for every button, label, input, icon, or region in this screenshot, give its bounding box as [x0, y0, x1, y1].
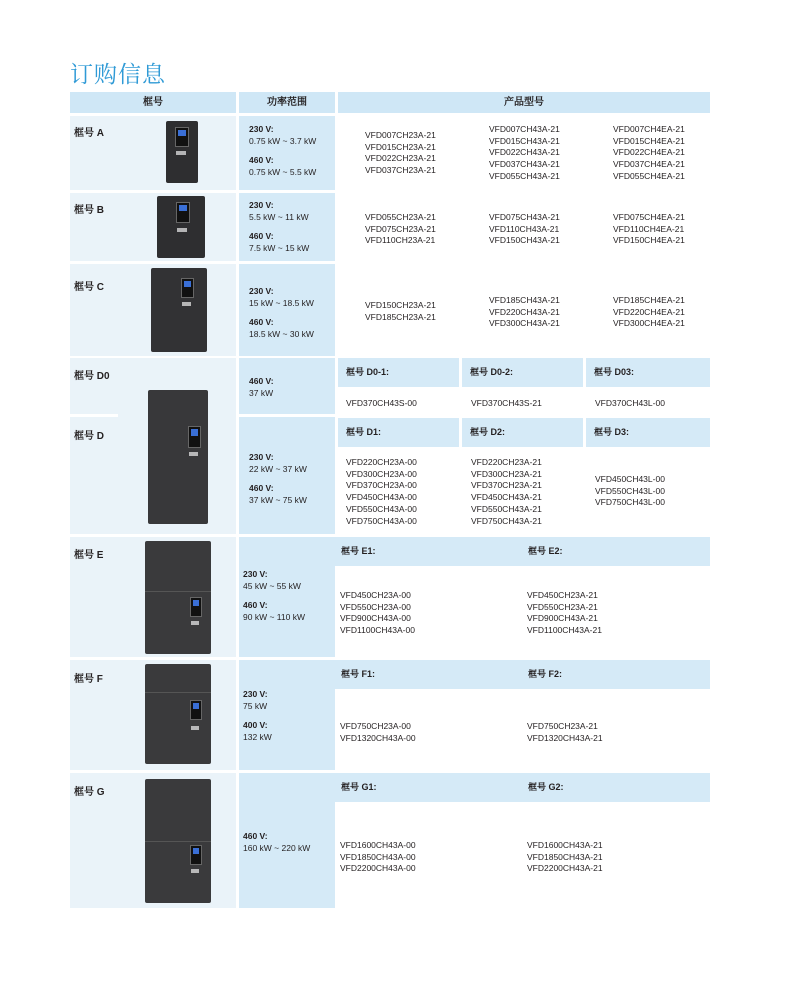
- frame-b-device-image: [157, 196, 205, 258]
- voltage: 460 V:: [249, 155, 274, 165]
- range: 37 kW: [249, 387, 274, 398]
- frame-c-label: 框号 C: [74, 282, 104, 293]
- frame-d1-header: 框号 D1:: [338, 418, 459, 447]
- frame-g-device-image: [145, 779, 211, 903]
- frame-e-models-col1: VFD450CH23A-00 VFD550CH23A-00 VFD900CH43A-00 VFD1100CH43A-00: [340, 590, 415, 636]
- range: 0.75 kW ~ 5.5 kW: [249, 166, 317, 177]
- frame-f1-header: 框号 F1:: [333, 660, 520, 689]
- frame-d-power: [249, 452, 307, 506]
- frame-d-models-col3: VFD450CH43L-00 VFD550CH43L-00 VFD750CH43L-00: [595, 474, 665, 508]
- frame-f-label: 框号 F: [74, 674, 103, 685]
- frame-g1-header: 框号 G1:: [333, 773, 520, 802]
- voltage: 230 V:: [249, 200, 274, 210]
- frame-f-models-col1: VFD750CH23A-00 VFD1320CH43A-00: [340, 721, 416, 743]
- voltage: 460 V:: [249, 317, 274, 327]
- frame-g-models-col2: VFD1600CH43A-21 VFD1850CH43A-21 VFD2200CH43A-21: [527, 840, 603, 874]
- frame-a-models-col3: VFD007CH4EA-21 VFD015CH4EA-21 VFD022CH4EA-21 VFD037CH4EA-21 VFD055CH4EA-21: [613, 124, 685, 181]
- voltage: 460 V:: [249, 231, 274, 241]
- frame-a-device-image: [166, 121, 198, 183]
- voltage: 230 V:: [243, 569, 268, 579]
- range: 45 kW ~ 55 kW: [243, 580, 301, 591]
- frame-c-power: [249, 286, 314, 340]
- frame-e1-header: 框号 E1:: [333, 537, 520, 566]
- frame-d0-models-col1: VFD370CH43S-00: [346, 398, 417, 408]
- frame-e2-header: 框号 E2:: [520, 537, 710, 566]
- frame-c-models-col2: VFD185CH43A-21 VFD220CH43A-21 VFD300CH43A-21: [489, 295, 560, 329]
- voltage: 400 V:: [243, 720, 268, 730]
- frame-d0-power: [249, 376, 274, 399]
- frame-e-device-image: [145, 541, 211, 654]
- frame-g2-header: 框号 G2:: [520, 773, 710, 802]
- frame-d2-header: 框号 D2:: [462, 418, 583, 447]
- frame-e-models-col2: VFD450CH23A-21 VFD550CH23A-21 VFD900CH43A-21 VFD1100CH43A-21: [527, 590, 602, 636]
- frame-c-device-image: [151, 268, 207, 352]
- frame-d0-models-col3: VFD370CH43L-00: [595, 398, 665, 408]
- frame-d-models-col1: VFD220CH23A-00 VFD300CH23A-00 VFD370CH23A-00 VFD450CH43A-00 VFD550CH43A-00 VFD750CH43A-00: [346, 457, 417, 526]
- frame-f-device-image: [145, 664, 211, 764]
- header-model: 产品型号: [338, 92, 710, 113]
- voltage: 460 V:: [249, 376, 274, 386]
- voltage: 460 V:: [243, 831, 268, 841]
- frame-e-label: 框号 E: [74, 550, 104, 561]
- range: 7.5 kW ~ 15 kW: [249, 242, 310, 253]
- frame-b-models-col3: VFD075CH4EA-21 VFD110CH4EA-21 VFD150CH4EA-21: [613, 212, 685, 246]
- header-power: 功率范围: [239, 92, 335, 113]
- frame-b-label: 框号 B: [74, 205, 104, 216]
- range: 132 kW: [243, 731, 272, 742]
- frame-f2-header: 框号 F2:: [520, 660, 710, 689]
- frame-d-device-image: [148, 390, 208, 524]
- frame-a-models-col1: VFD007CH23A-21 VFD015CH23A-21 VFD022CH23A-21 VFD037CH23A-21: [365, 130, 436, 176]
- voltage: 460 V:: [243, 600, 268, 610]
- voltage: 230 V:: [249, 452, 274, 462]
- frame-d0-models-col2: VFD370CH43S-21: [471, 398, 542, 408]
- range: 75 kW: [243, 700, 268, 711]
- frame-d03-header: 框号 D03:: [586, 358, 710, 387]
- frame-d-label: 框号 D: [74, 431, 104, 442]
- voltage: 230 V:: [249, 124, 274, 134]
- frame-b-models-col2: VFD075CH43A-21 VFD110CH43A-21 VFD150CH43A-21: [489, 212, 560, 246]
- frame-f-power: [243, 689, 272, 743]
- range: 22 kW ~ 37 kW: [249, 463, 307, 474]
- frame-b-power: [249, 200, 309, 254]
- header-frame: 框号: [70, 92, 236, 113]
- range: 5.5 kW ~ 11 kW: [249, 211, 309, 222]
- voltage: 460 V:: [249, 483, 274, 493]
- voltage: 230 V:: [243, 689, 268, 699]
- page-title: 订购信息: [70, 61, 166, 87]
- frame-e-power: [243, 569, 305, 623]
- frame-a-label: 框号 A: [74, 128, 104, 139]
- frame-d0-2-header: 框号 D0-2:: [462, 358, 583, 387]
- range: 15 kW ~ 18.5 kW: [249, 297, 314, 308]
- frame-f-models-col2: VFD750CH23A-21 VFD1320CH43A-21: [527, 721, 603, 743]
- frame-g-power: [243, 831, 310, 854]
- frame-d-models-col2: VFD220CH23A-21 VFD300CH23A-21 VFD370CH23A-21 VFD450CH43A-21 VFD550CH43A-21 VFD750CH43A-21: [471, 457, 542, 526]
- frame-b-models-col1: VFD055CH23A-21 VFD075CH23A-21 VFD110CH23A-21: [365, 212, 436, 246]
- frame-a-power: [249, 124, 316, 178]
- range: 0.75 kW ~ 3.7 kW: [249, 135, 317, 146]
- range: 90 kW ~ 110 kW: [243, 611, 305, 622]
- frame-d0-label: 框号 D0: [74, 371, 110, 382]
- frame-d0-1-header: 框号 D0-1:: [338, 358, 459, 387]
- frame-c-models-col1: VFD150CH23A-21 VFD185CH23A-21: [365, 300, 436, 322]
- frame-d3-header: 框号 D3:: [586, 418, 710, 447]
- range: 160 kW ~ 220 kW: [243, 842, 311, 853]
- voltage: 230 V:: [249, 286, 274, 296]
- frame-c-models-col3: VFD185CH4EA-21 VFD220CH4EA-21 VFD300CH4EA-21: [613, 295, 685, 329]
- frame-g-label: 框号 G: [74, 787, 105, 798]
- range: 18.5 kW ~ 30 kW: [249, 328, 314, 339]
- range: 37 kW ~ 75 kW: [249, 494, 307, 505]
- frame-g-models-col1: VFD1600CH43A-00 VFD1850CH43A-00 VFD2200CH43A-00: [340, 840, 416, 874]
- frame-a-models-col2: VFD007CH43A-21 VFD015CH43A-21 VFD022CH43A-21 VFD037CH43A-21 VFD055CH43A-21: [489, 124, 560, 181]
